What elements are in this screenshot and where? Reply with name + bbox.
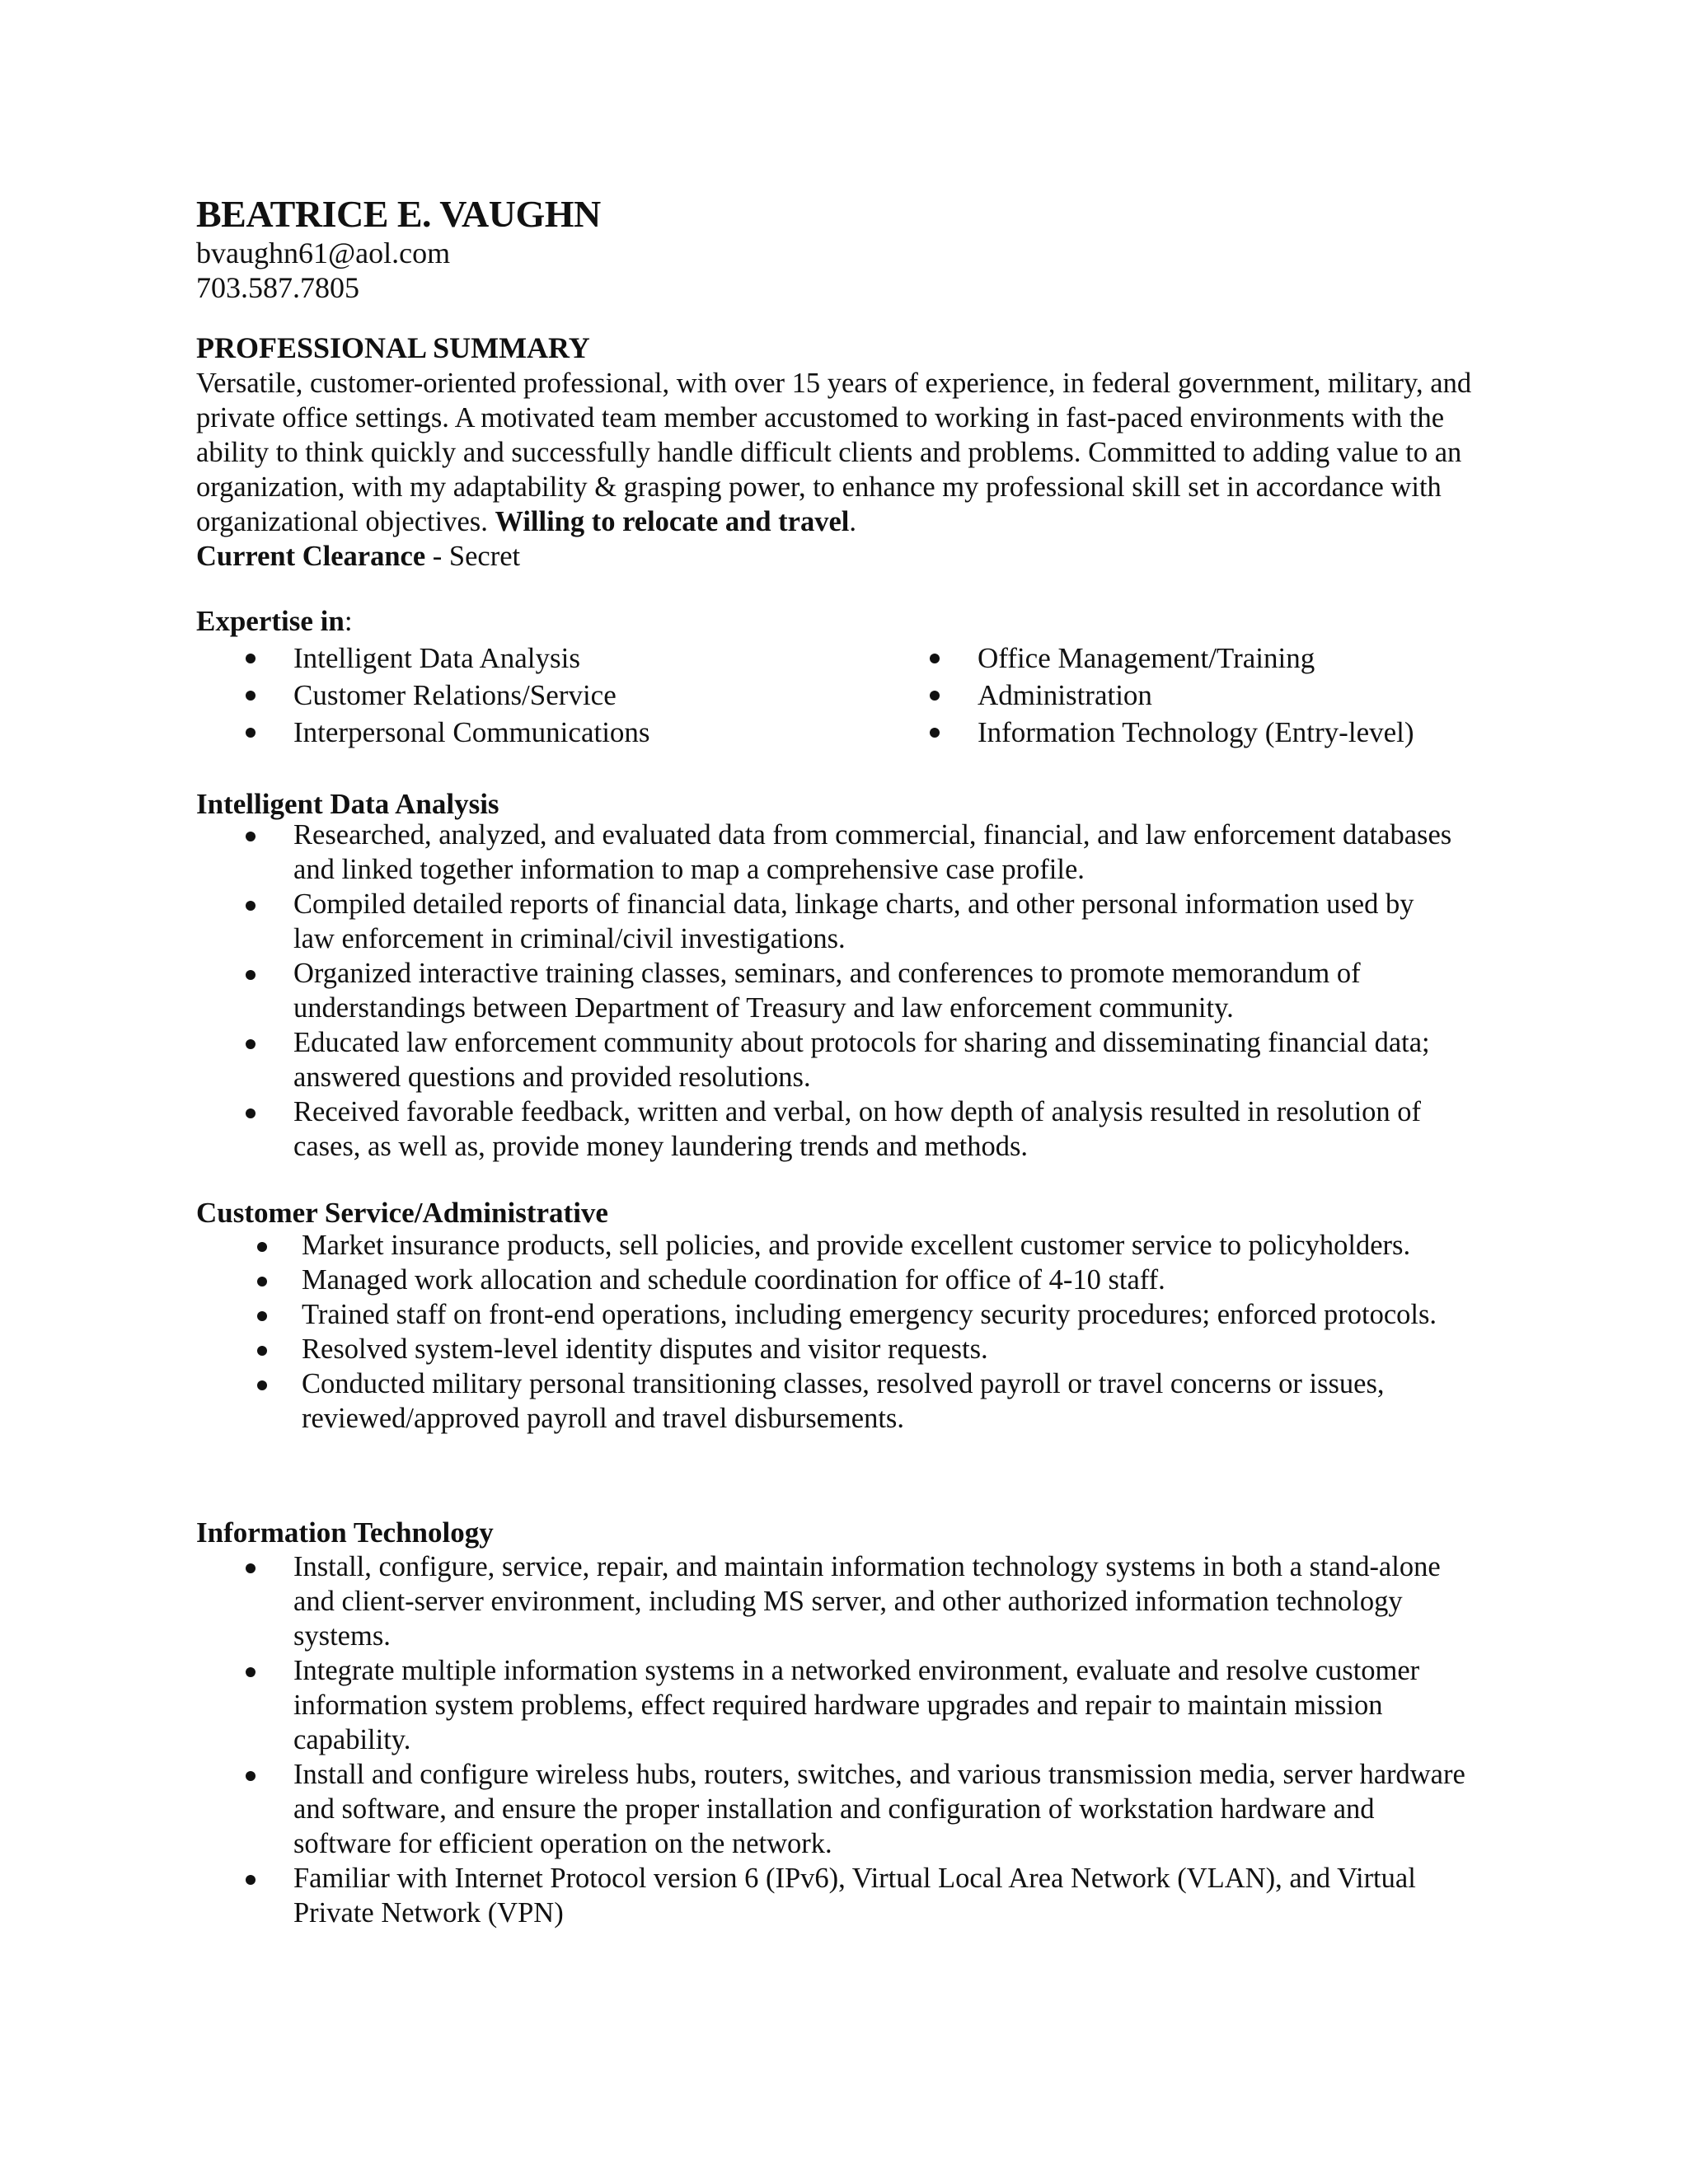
summary-paragraph — [196, 366, 1482, 574]
expertise-item: Administration — [978, 677, 1414, 714]
summary-text: Versatile, customer-oriented professional, with over 15 years of experience, in federal government, military, and private office settings. A motivated team member accustomed to working in fast-paced environments with the ability to think quickly and successfully handle difficult clients and problems. Committed to adding value to an organization, with my adaptability & grasping power, to enhance my professional skill set in accordance with organizational objectives. — [196, 368, 1472, 537]
bullet-icon — [246, 970, 256, 980]
bullet-icon — [930, 728, 940, 738]
expertise-item: Office Management/Training — [978, 640, 1414, 677]
bullet-icon — [246, 1563, 256, 1573]
list-item: Familiar with Internet Protocol version 6 (IPv6), Virtual Local Area Network (VLAN), and Virtual Private Network (VPN) — [293, 1861, 1472, 1930]
bullet-icon — [257, 1277, 267, 1286]
expertise-list-right — [978, 640, 1414, 751]
section-heading-information-technology: Information Technology — [196, 1516, 494, 1549]
summary-heading: PROFESSIONAL SUMMARY — [196, 331, 590, 364]
bullet-icon — [246, 728, 256, 738]
information-technology-list — [293, 1549, 1472, 1930]
bullet-icon — [257, 1311, 267, 1321]
expertise-item: Intelligent Data Analysis — [293, 640, 650, 677]
bullet-icon — [257, 1380, 267, 1390]
phone-text: 703.587.7805 — [196, 271, 359, 304]
list-item: Received favorable feedback, written and verbal, on how depth of analysis resulted in resolution of cases, as well as, provide money laundering trends and methods. — [293, 1094, 1456, 1164]
expertise-item: Interpersonal Communications — [293, 714, 650, 751]
relocate-end: . — [849, 506, 856, 537]
bullet-icon — [930, 654, 940, 663]
bullet-icon — [246, 1875, 256, 1885]
bullet-icon — [930, 691, 940, 701]
bullet-icon — [246, 1667, 256, 1677]
relocate-note: Willing to relocate and travel — [495, 506, 850, 537]
email-text: bvaughn61@aol.com — [196, 237, 451, 269]
expertise-item: Information Technology (Entry-level) — [978, 714, 1414, 751]
bullet-icon — [257, 1346, 267, 1356]
candidate-name: BEATRICE E. VAUGHN — [196, 193, 601, 235]
section-heading-data-analysis: Intelligent Data Analysis — [196, 788, 499, 820]
list-item: Install and configure wireless hubs, routers, switches, and various transmission media, server hardware and software, and ensure the proper installation and configuration of workstation hardware and software for efficient operation on the network. — [293, 1757, 1472, 1861]
bullet-icon — [246, 654, 256, 663]
list-item: Managed work allocation and schedule coordination for office of 4-10 staff. — [302, 1263, 1480, 1297]
clearance-value: - Secret — [425, 541, 521, 572]
expertise-item: Customer Relations/Service — [293, 677, 650, 714]
bullet-icon — [246, 901, 256, 911]
bullet-icon — [257, 1242, 267, 1252]
list-item: Resolved system-level identity disputes and visitor requests. — [302, 1332, 1480, 1366]
list-item: Market insurance products, sell policies, and provide excellent customer service to policyholders. — [302, 1228, 1480, 1263]
expertise-list-left — [293, 640, 650, 751]
list-item: Educated law enforcement community about protocols for sharing and disseminating financial data; answered questions and provided resolutions. — [293, 1025, 1456, 1094]
bullet-icon — [246, 832, 256, 841]
data-analysis-list — [293, 818, 1456, 1164]
clearance-label: Current Clearance — [196, 541, 426, 572]
list-item: Organized interactive training classes, seminars, and conferences to promote memorandum of understandings between Department of Treasury and law enforcement community. — [293, 956, 1456, 1025]
expertise-heading: Expertise in: — [196, 605, 353, 637]
list-item: Researched, analyzed, and evaluated data from commercial, financial, and law enforcement databases and linked together information to map a comprehensive case profile. — [293, 818, 1456, 887]
customer-service-list — [302, 1228, 1480, 1436]
section-heading-customer-service: Customer Service/Administrative — [196, 1197, 608, 1229]
bullet-icon — [246, 1771, 256, 1781]
list-item: Integrate multiple information systems in a networked environment, evaluate and resolve customer information system problems, effect required hardware upgrades and repair to maintain mission capability. — [293, 1653, 1472, 1757]
list-item: Conducted military personal transitioning classes, resolved payroll or travel concerns or issues, reviewed/approved payroll and travel disbursements. — [302, 1366, 1480, 1436]
bullet-icon — [246, 1108, 256, 1118]
list-item: Compiled detailed reports of financial data, linkage charts, and other personal information used by law enforcement in criminal/civil investigations. — [293, 887, 1456, 956]
bullet-icon — [246, 691, 256, 701]
bullet-icon — [246, 1039, 256, 1049]
list-item: Install, configure, service, repair, and maintain information technology systems in both a stand-alone and client-server environment, including MS server, and other authorized information technology systems. — [293, 1549, 1472, 1653]
list-item: Trained staff on front-end operations, including emergency security procedures; enforced protocols. — [302, 1297, 1480, 1332]
